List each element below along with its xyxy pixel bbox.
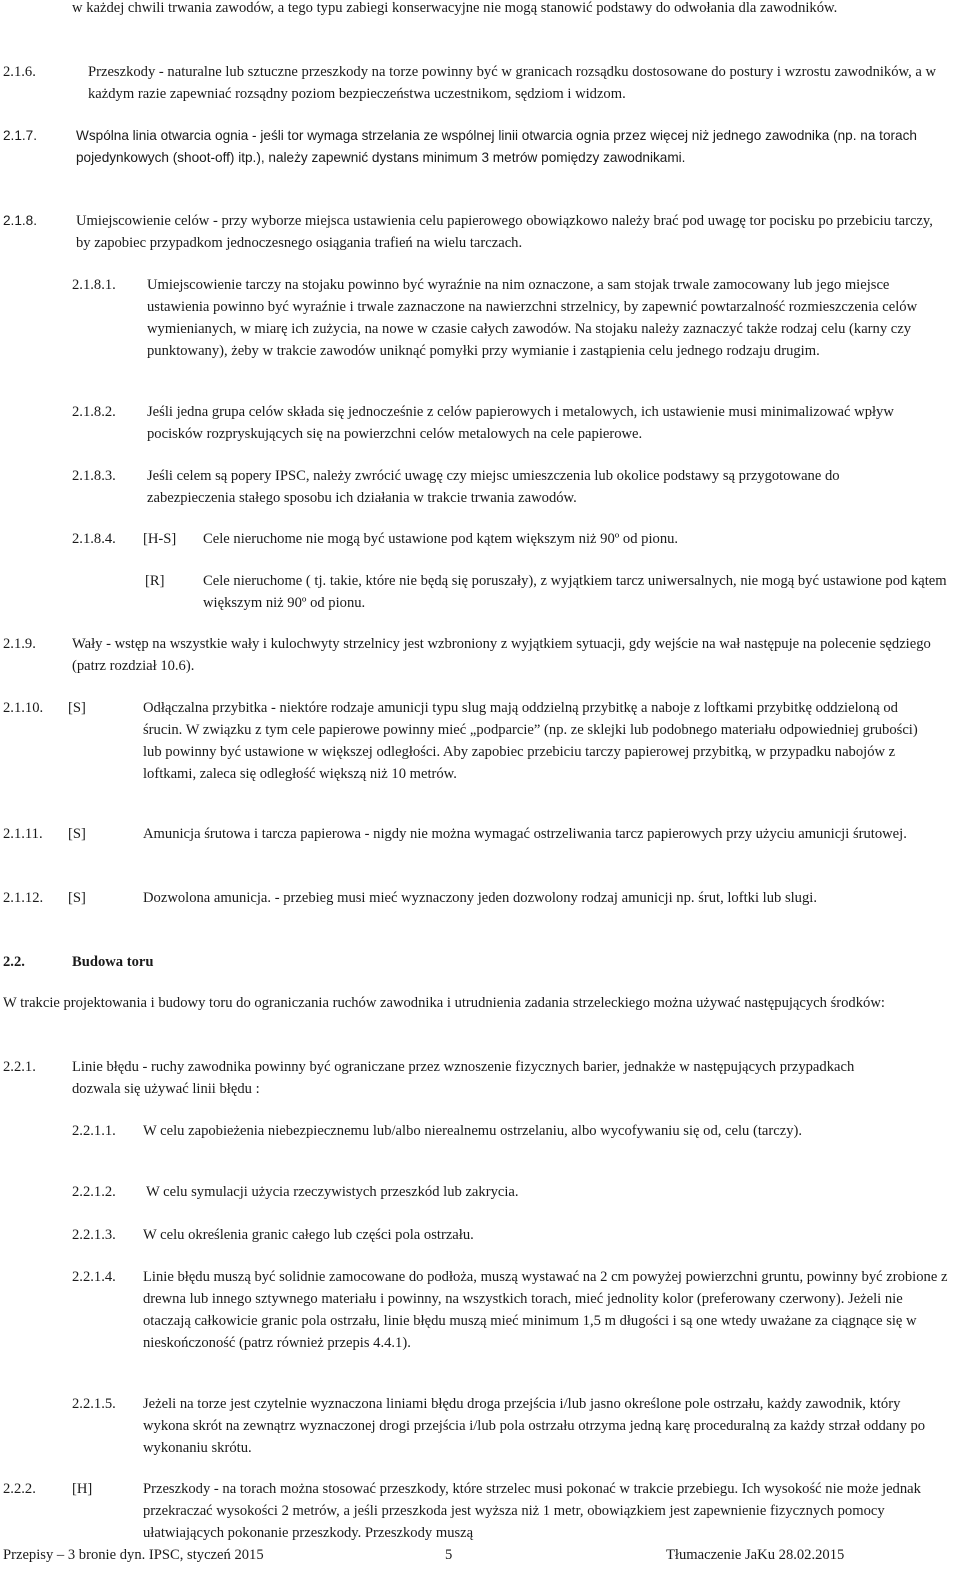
section-text: Amunicja śrutowa i tarcza papierowa - nigdy nie można wymagać ostrzeliwania tarcz papierowych przy użyciu amunicji śrutowej. <box>143 826 907 842</box>
section-number: 2.1.11. <box>3 826 43 842</box>
section-text: Jeśli celem są popery IPSC, należy zwrócić uwagę czy miejsc umieszczenia lub okolice podstawy są przygotowane do zabezpieczenia stałego sposobu ich działania w trakcie trwania zawodów. <box>147 468 840 506</box>
section-number: 2.2.1.1. <box>72 1123 116 1139</box>
paragraph-continuation <box>72 0 952 19</box>
footer-left-text: Przepisy – 3 bronie dyn. IPSC, styczeń 2015 <box>3 1547 264 1563</box>
section-number: 2.2.1. <box>3 1059 36 1075</box>
section-number: 2.1.8.1. <box>72 277 116 293</box>
section-text: Linie błędu muszą być solidnie zamocowane do podłoża, muszą wystawać na 2 cm powyżej powierzchni gruntu, powinny być zrobione z drewna lub innego sztywnego materiału i powinny, na wszystkich torach, mieć jednolity kolor (preferowany czerwony). Jeżeli nie otaczają całkowicie granic pola ostrzału, linie błędu muszą mieć minimum 1,5 m długości i są one wtedy uważane za ciągnące się w nieskończoność (patrz również przepis 4.4.1). <box>143 1269 948 1351</box>
footer-right-text: Tłumaczenie JaKu 28.02.2015 <box>666 1547 845 1563</box>
section-number: 2.2.1.4. <box>72 1269 116 1285</box>
section-number: 2.2.1.3. <box>72 1227 116 1243</box>
section-number: 2.1.8.3. <box>72 468 116 484</box>
section-number: 2.1.8.4. <box>72 531 116 547</box>
page-number: 5 <box>445 1547 453 1563</box>
section-number: 2.1.8. <box>3 213 38 228</box>
section-text: Jeśli jedna grupa celów składa się jednocześnie z celów papierowych i metalowych, ich ustawienie musi minimalizować wpływ pocisków rozpryskujących się na powierzchni celów metalowych na cele papierowe. <box>147 404 894 442</box>
section-number: 2.1.6. <box>3 64 36 80</box>
section-text: Przeszkody - naturalne lub sztuczne przeszkody na torze powinny być w granicach rozsądku dostosowane do postury i wzrostu zawodników, a w każdym razie zapewniać rozsądny poziom bezpieczeństwa uczestnikom, sędziom i widzom. <box>88 64 937 102</box>
section-text: Cele nieruchome ( tj. takie, które nie będą się poruszały), z wyjątkiem tarcz uniwersalnych, nie mogą być ustawione pod kątem większym niż 90º od pionu. <box>203 573 947 611</box>
division-tag: [S] <box>68 826 86 842</box>
paragraph-text: W trakcie projektowania i budowy toru do ograniczania ruchów zawodnika i utrudnienia zadania strzeleckiego można używać następujących środków: <box>3 995 885 1011</box>
section-text: Linie błędu - ruchy zawodnika powinny być ograniczane przez wznoszenie fizycznych barier, jednakże w następujących przypadkach dozwala się używać linii błędu : <box>72 1059 855 1097</box>
division-tag: [H] <box>72 1481 93 1497</box>
section-number: 2.2.1.2. <box>72 1184 116 1200</box>
section-text-2-1-8: Umiejscowienie celów - przy wyborze miejsca ustawienia celu papierowego obowiązkowo należy brać pod uwagę tor pocisku po przebiciu tarczy, by zapobiec przypadkom jednoczesnego osiągania trafień na wielu tarczach. <box>76 213 933 251</box>
section-number: 2.1.8.2. <box>72 404 116 420</box>
section-text: Wały - wstęp na wszystkie wały i kulochwyty strzelnicy jest wzbroniony z wyjątkiem sytuacji, gdy wejście na wał następuje na polecenie sędziego (patrz rozdział 10.6). <box>72 636 931 674</box>
division-tag: [S] <box>68 700 86 716</box>
section-text: Dozwolona amunicja. - przebieg musi mieć wyznaczony jeden dozwolony rodzaj amunicji np. śrut, loftki lub slugi. <box>143 890 817 906</box>
section-text: Umiejscowienie tarczy na stojaku powinno być wyraźnie na nim oznaczone, a sam stojak trwale zamocowany lub jego miejsce ustawienia powinno być wyraźnie i trwale zaznaczone na nawierzchni strzelnicy, by zapewnić powtarzalność rozmieszczenia celów wymienianych, w miarę ich zużycia, na nowe w czasie całych zawodów. Na stojaku należy zaznaczyć także rodzaj celu (karny czy punktowany), żeby w trakcie zawodów uniknąć pomyłki przy wymianie i zastąpienia celu jednego rodzaju drugim. <box>147 277 918 359</box>
section-text: Przeszkody - na torach można stosować przeszkody, które strzelec musi pokonać w trakcie przebiegu. Ich wysokość nie może jednak przekraczać wysokości 2 metrów, a jeśli przeszkoda jest wyższa niż 1 metr, obowiązkiem jest zapewnienie fizycznych pomocy ułatwiających pokonanie przeszkody. Przeszkody muszą <box>143 1481 921 1541</box>
section-text: Jeżeli na torze jest czytelnie wyznaczona liniami błędu droga przejścia i/lub jasno określone pole ostrzału, każdy zawodnik, który wykona skrót na zewnątrz wyznaczonej drogi przejścia i/lub pola ostrzału otrzyma jedną karę proceduralną za każdy strzał oddany po wykonaniu skrótu. <box>143 1396 926 1456</box>
section-text: Wspólna linia otwarcia ognia - jeśli tor wymaga strzelania ze wspólnej linii otwarcia ognia przez więcej niż jednego zawodnika (np. na torach pojedynkowych (shoot-off) itp.), należy zapewnić dystans minimum 3 metrów pomiędzy zawodnikami. <box>76 128 917 165</box>
section-number: 2.2.1.5. <box>72 1396 116 1412</box>
division-tag: [R] <box>145 573 165 589</box>
section-number: 2.1.7. <box>3 128 38 143</box>
section-number: 2.2. <box>3 954 25 970</box>
division-tag: [H-S] <box>143 531 177 547</box>
section-text: Cele nieruchome nie mogą być ustawione pod kątem większym niż 90º od pionu. <box>203 531 679 547</box>
section-text: W celu określenia granic całego lub części pola ostrzału. <box>143 1227 474 1243</box>
section-heading-title: Budowa toru <box>72 954 154 970</box>
division-tag: [S] <box>68 890 86 906</box>
section-2-2-intro <box>3 992 938 1014</box>
section-number: 2.1.10. <box>3 700 44 716</box>
section-text: Odłączalna przybitka - niektóre rodzaje amunicji typu slug mają oddzielną przybitkę a naboje z loftkami przybitkę oddzieloną od śrucin. W związku z tym cele papierowe powinny mieć „podparcie” (np. ze sklejki lub podobnego materiału odpowiedniej grubości) lub powinny być ustawione w większej odległości. Aby zapobiec przebiciu tarczy papierowej przybitką, w przypadku nabojów z loftkami, zaleca się odległość większą niż 10 metrów. <box>143 700 918 782</box>
page-footer <box>0 1544 960 1570</box>
paragraph-text: w każdej chwili trwania zawodów, a tego typu zabiegi konserwacyjne nie mogą stanowić podstawy do odwołania dla zawodników. <box>72 0 838 16</box>
section-number: 2.1.12. <box>3 890 44 906</box>
section-text: W celu zapobieżenia niebezpiecznemu lub/albo nierealnemu ostrzelaniu, albo wycofywaniu się od, celu (tarczy). <box>143 1123 802 1139</box>
section-number: 2.1.9. <box>3 636 36 652</box>
section-text: W celu symulacji użycia rzeczywistych przeszkód lub zakrycia. <box>146 1184 519 1200</box>
section-number: 2.2.2. <box>3 1481 36 1497</box>
